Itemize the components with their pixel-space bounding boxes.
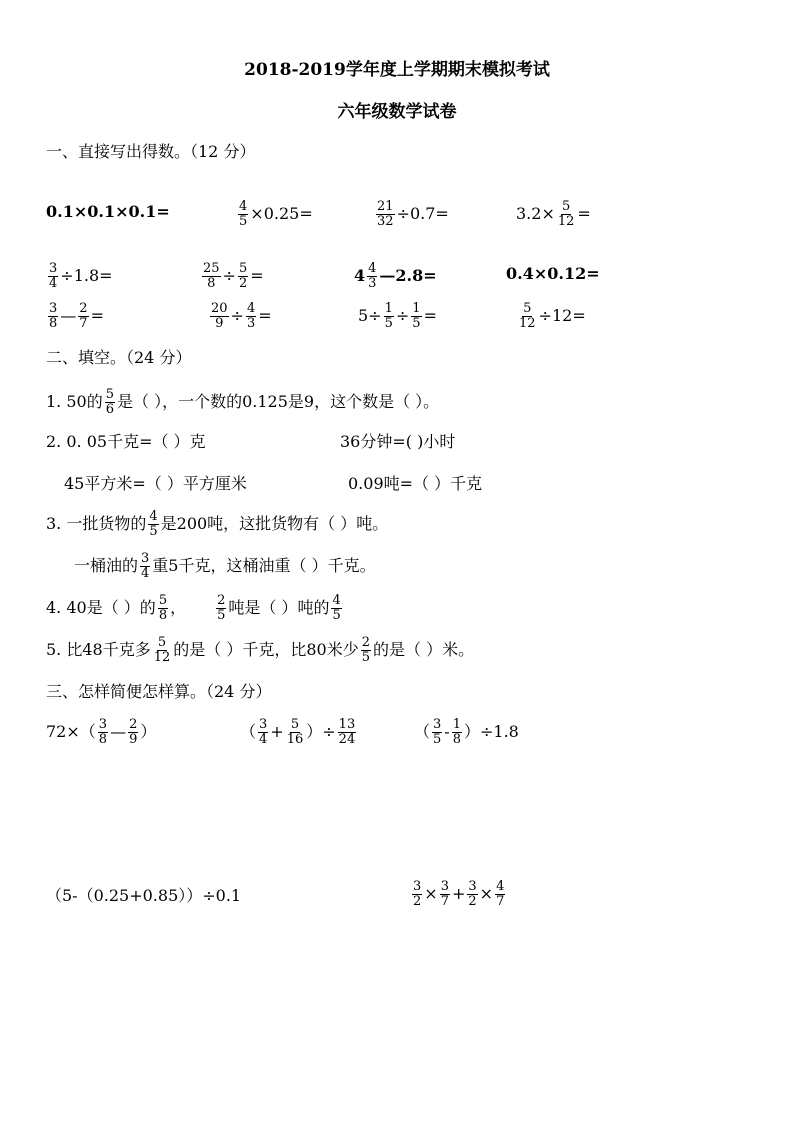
fill-question-1 [46, 388, 439, 417]
q-text: 5. 比48千克多 [46, 640, 151, 659]
q-text: 吨是（ ）吨的 [228, 598, 330, 617]
section-1-heading: 一、直接写出得数。（12 分） [46, 142, 256, 161]
numerator: 4 [496, 879, 505, 894]
exam-title: 2018-2019学年度上学期期末模拟考试 [244, 60, 550, 80]
denominator: 6 [105, 402, 114, 417]
expr-text: （ [240, 722, 257, 741]
denominator: 5 [239, 214, 248, 229]
expr-text: × [424, 884, 438, 903]
section-2-heading: 二、填空。（24 分） [46, 348, 192, 367]
numerator: 5 [561, 199, 571, 214]
calc-4: （5-（0.25+0.85））÷0.1 [46, 886, 242, 905]
numerator: 4 [149, 509, 158, 524]
denominator: 7 [440, 894, 449, 909]
denominator: 2 [238, 276, 248, 291]
denominator: 7 [79, 316, 88, 331]
problem-1-10 [208, 302, 272, 331]
expr-text: = [577, 204, 591, 223]
denominator: 8 [452, 732, 461, 747]
fill-question-4 [46, 594, 344, 623]
numerator: 3 [440, 879, 449, 894]
numerator: 5 [523, 301, 532, 316]
numerator: 21 [377, 199, 394, 214]
exam-subtitle: 六年级数学试卷 [337, 102, 457, 122]
fill-question-2a: 2. 0. 05千克=（ ）克 [46, 432, 206, 451]
expr-text: 4 [354, 266, 366, 285]
q-text: 的是（ ）千克，比80米少 [173, 640, 359, 659]
q-text: 4. 40是（ ）的 [46, 598, 156, 617]
expr-text: — [110, 722, 127, 741]
expr-text: + [270, 722, 284, 741]
denominator: 3 [368, 276, 377, 291]
numerator: 3 [413, 879, 422, 894]
denominator: 7 [496, 894, 505, 909]
denominator: 5 [412, 316, 421, 331]
fill-question-2b: 36分钟=( )小时 [340, 432, 456, 451]
denominator: 5 [149, 524, 158, 539]
denominator: 4 [259, 732, 268, 747]
expr-text: ）÷1.8 [463, 722, 519, 741]
denominator: 12 [557, 214, 575, 229]
denominator: 5 [433, 732, 442, 747]
q-text: 重5千克，这桶油重（ ）千克。 [152, 556, 376, 575]
numerator: 3 [49, 301, 58, 316]
fill-question-2c: 45平方米=（ ）平方厘米 [64, 474, 247, 493]
problem-1-3 [374, 200, 449, 229]
problem-1-4 [516, 200, 591, 229]
denominator: 8 [98, 732, 108, 747]
numerator: 2 [79, 301, 88, 316]
expr-text: 3.2× [516, 204, 555, 223]
denominator: 12 [519, 316, 536, 331]
denominator: 4 [49, 276, 58, 291]
numerator: 3 [141, 551, 150, 566]
numerator: 3 [433, 717, 442, 732]
denominator: 24 [338, 732, 356, 747]
problem-1-2 [236, 200, 313, 229]
expr-text: ÷12= [538, 306, 586, 325]
expr-text: 5÷ [358, 306, 382, 325]
numerator: 5 [290, 717, 300, 732]
denominator: 8 [158, 608, 168, 623]
expr-text: ÷ [222, 266, 236, 285]
expr-text: = [250, 266, 264, 285]
calc-3 [414, 718, 519, 747]
q-text: 1. 50的 [46, 392, 103, 411]
numerator: 13 [338, 717, 356, 732]
denominator: 3 [246, 316, 256, 331]
fill-question-3a [46, 510, 388, 539]
calc-1 [46, 718, 156, 747]
expr-text: ×0.25= [250, 204, 313, 223]
fill-question-3b [74, 552, 376, 581]
expr-text: 72×（ [46, 722, 96, 741]
denominator: 9 [215, 316, 224, 331]
expr-text: ÷ [395, 306, 410, 325]
expr-text: — [60, 306, 77, 325]
denominator: 9 [129, 732, 138, 747]
denominator: 5 [384, 316, 393, 331]
numerator: 4 [368, 261, 377, 276]
denominator: 2 [468, 894, 477, 909]
numerator: 2 [217, 593, 226, 608]
denominator: 32 [377, 214, 394, 229]
numerator: 4 [246, 301, 256, 316]
fill-question-5 [46, 636, 474, 665]
denominator: 12 [153, 650, 171, 665]
numerator: 2 [361, 635, 370, 650]
expr-text: = [90, 306, 104, 325]
denominator: 8 [49, 316, 58, 331]
expr-text: × [479, 884, 494, 903]
numerator: 3 [468, 879, 477, 894]
q-text: 是200吨，这批货物有（ ）吨。 [160, 514, 389, 533]
numerator: 3 [98, 717, 108, 732]
expr-text: —2.8= [379, 266, 437, 285]
calc-2 [240, 718, 358, 747]
expr-text: （ [414, 722, 431, 741]
problem-1-8: 0.4×0.12= [506, 264, 600, 283]
problem-1-1: 0.1×0.1×0.1= [46, 202, 170, 221]
numerator: 1 [452, 717, 461, 732]
numerator: 4 [239, 199, 248, 214]
numerator: 5 [238, 261, 248, 276]
denominator: 8 [207, 276, 216, 291]
numerator: 3 [259, 717, 268, 732]
numerator: 5 [105, 387, 114, 402]
q-text: 是（ ），一个数的0.125是9，这个数是（ ）。 [117, 392, 440, 411]
numerator: 3 [49, 261, 58, 276]
problem-1-5 [46, 262, 113, 291]
section-3-heading: 三、怎样简便怎样算。（24 分） [46, 682, 272, 701]
expr-text: ÷ [230, 306, 244, 325]
denominator: 2 [413, 894, 422, 909]
denominator: 5 [361, 650, 370, 665]
numerator: 5 [157, 635, 167, 650]
expr-text: - [444, 722, 450, 741]
expr-text: ÷1.8= [60, 266, 113, 285]
numerator: 1 [412, 301, 421, 316]
expr-text: + [451, 884, 466, 903]
numerator: 4 [332, 593, 341, 608]
expr-text: = [258, 306, 272, 325]
numerator: 25 [203, 261, 220, 276]
q-text: ， [170, 598, 187, 617]
numerator: 1 [384, 301, 393, 316]
q-text: 3. 一批货物的 [46, 514, 147, 533]
problem-1-11 [358, 302, 437, 331]
problem-1-6 [200, 262, 264, 291]
denominator: 4 [141, 566, 150, 581]
problem-1-7 [354, 262, 437, 291]
q-text: 的是（ ）米。 [373, 640, 475, 659]
denominator: 5 [217, 608, 226, 623]
expr-text: ） [140, 722, 157, 741]
expr-text: ÷0.7= [396, 204, 449, 223]
q-text: 一桶油的 [74, 556, 139, 575]
expr-text: = [423, 306, 437, 325]
problem-1-12 [516, 302, 586, 331]
problem-1-9 [46, 302, 104, 331]
numerator: 2 [129, 717, 138, 732]
fill-question-2d: 0.09吨=（ ）千克 [348, 474, 483, 493]
numerator: 5 [158, 593, 168, 608]
denominator: 16 [286, 732, 304, 747]
denominator: 5 [332, 608, 341, 623]
calc-5 [410, 880, 507, 909]
expr-text: ）÷ [306, 722, 336, 741]
numerator: 20 [211, 301, 228, 316]
